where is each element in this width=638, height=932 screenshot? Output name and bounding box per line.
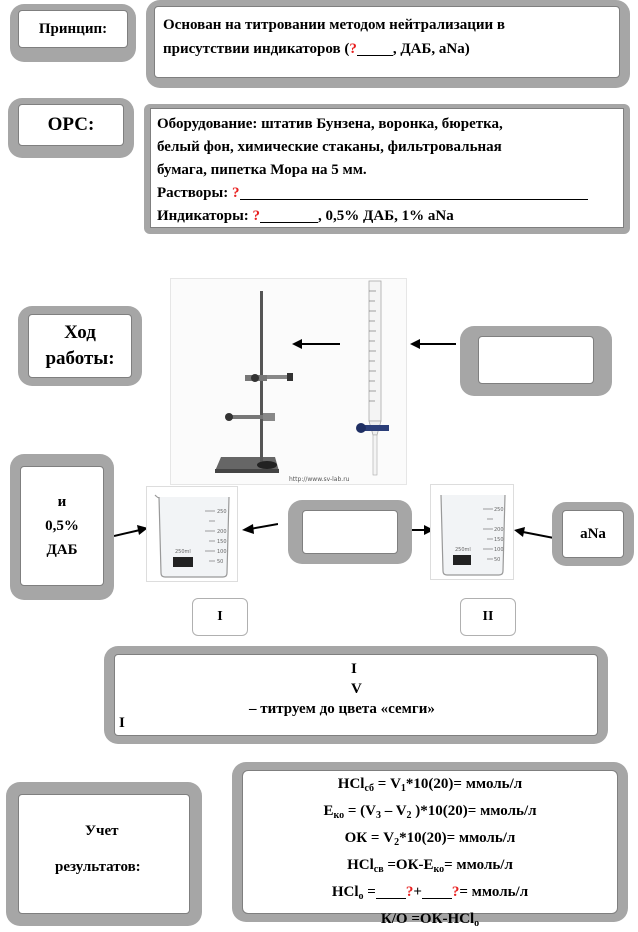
middle-panel — [288, 500, 412, 564]
results-label-box — [18, 794, 190, 914]
results-label-line1: Учет — [85, 823, 119, 839]
middle-box — [302, 510, 398, 554]
procedure-label-line1: Ход — [64, 322, 96, 343]
formula-ok: ОК = $V_2*10(20)=$ ммоль/л — [344, 830, 516, 848]
arrow-to-flask1-icon — [114, 524, 148, 538]
ors-indicators-line: Индикаторы: ? , 0,5% ДАБ, 1% aNa — [157, 208, 454, 224]
indicator-left-line1: и — [57, 494, 67, 510]
svg-text:250: 250 — [217, 509, 227, 515]
svg-text:100: 100 — [217, 549, 227, 555]
procedure-label-line2: работы: — [45, 348, 115, 369]
flask2-label: II — [482, 609, 494, 624]
ors-equipment-line3: бумага, пипетка Мора на 5 мм. — [157, 162, 367, 178]
formula-hcl-sb: $HCl_{сб} = V_1*10(20)=$ ммоль/л — [337, 776, 523, 794]
titration-line1: I — [351, 661, 357, 677]
burette-input-box — [478, 336, 594, 384]
svg-text:250ml: 250ml — [175, 549, 191, 555]
flask2-label-box — [460, 598, 516, 636]
titration-panel — [104, 646, 608, 744]
arrow-ana-to-flask2-icon — [514, 524, 554, 544]
procedure-label-box — [28, 314, 132, 378]
ors-label-box — [18, 104, 124, 146]
ors-label-panel — [8, 98, 134, 158]
arrow-to-burette-icon — [410, 338, 458, 350]
principle-text-line1: Основан на титровании методом нейтрализации в — [163, 17, 506, 33]
flask1-label-box — [192, 598, 248, 636]
svg-text:150: 150 — [494, 537, 504, 543]
ors-solutions-line: Растворы: ? — [157, 182, 617, 205]
principle-text-line2: присутствии индикаторов (? , ДАБ, aNa) — [163, 41, 470, 57]
principle-text-box — [154, 6, 620, 78]
ors-equipment-line2: белый фон, химические стаканы, фильтровальная — [157, 139, 502, 155]
principle-label-panel — [10, 4, 136, 62]
flask1-label: I — [217, 609, 223, 624]
arrow-mid-to-flask1-icon — [242, 520, 278, 534]
svg-text:200: 200 — [217, 529, 227, 535]
ors-text-box — [150, 108, 624, 228]
principle-panel — [146, 0, 630, 88]
svg-text:200: 200 — [494, 527, 504, 533]
svg-text:50: 50 — [217, 559, 224, 565]
ana-box — [562, 510, 624, 558]
results-label-line2: результатов: — [55, 859, 141, 875]
results-formula-panel — [232, 762, 628, 929]
beaker-2 — [430, 484, 514, 580]
titration-line4: I — [119, 715, 125, 731]
ors-label: ОРС: — [47, 114, 95, 135]
indicator-left-line3: ДАБ — [46, 542, 78, 558]
svg-text:250ml: 250ml — [455, 547, 471, 553]
formula-k-o: К/О =ОК-HCl$_о$ — [380, 911, 480, 929]
indicator-left-box — [20, 466, 104, 586]
svg-text:50: 50 — [494, 557, 501, 563]
principle-label: Принцип: — [38, 20, 108, 37]
photo-watermark: http://www.sv-lab.ru — [289, 476, 350, 483]
ors-panel — [144, 104, 630, 234]
beaker-1 — [146, 486, 238, 582]
ana-panel — [552, 502, 634, 566]
principle-label-box — [18, 10, 128, 48]
titration-line2: V — [351, 681, 362, 697]
indicator-left-panel — [10, 454, 114, 600]
arrow-to-stand-icon — [292, 338, 342, 350]
results-formula-box — [242, 770, 618, 929]
formula-e-ko: $E_{ко} = (V_3 - V_2$ )*10(20)= ммоль/л — [323, 803, 537, 821]
svg-text:250: 250 — [494, 507, 504, 513]
svg-text:150: 150 — [217, 539, 227, 545]
titration-line3: – титруем до цвета «семги» — [249, 701, 435, 717]
procedure-label-panel — [18, 306, 142, 386]
burette-input-panel — [460, 326, 612, 396]
ors-equipment-line1: Оборудование: штатив Бунзена, воронка, бюретка, — [157, 116, 503, 132]
results-label-panel — [6, 782, 202, 926]
formula-hcl-sv: $HCl_{св} =ОК-E_{ко}=$ ммоль/л — [347, 857, 513, 875]
ana-label: aNa — [580, 525, 606, 542]
titration-box — [114, 654, 598, 736]
indicator-left-line2: 0,5% — [45, 518, 79, 534]
formula-hcl-o: HCl$_о$ = ?+ ?= ммоль/л — [331, 884, 529, 902]
svg-text:100: 100 — [494, 547, 504, 553]
equipment-photo — [170, 278, 407, 485]
